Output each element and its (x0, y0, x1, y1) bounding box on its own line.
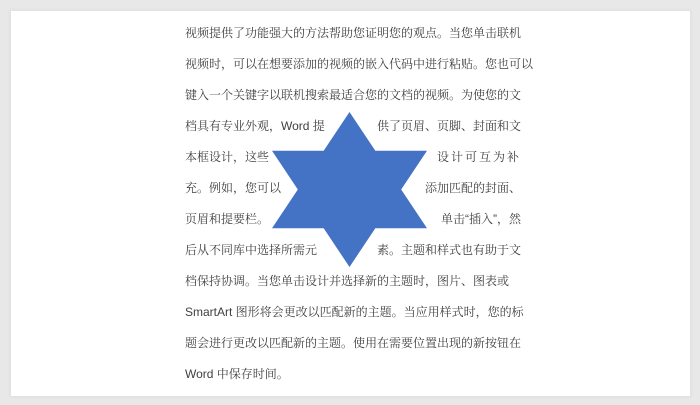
text-segment-right: 单击“插入”，然 (441, 212, 521, 226)
text-line[interactable] (185, 359, 521, 390)
text-segment-left: 页眉和提要栏。 (185, 212, 270, 226)
text-line[interactable] (185, 18, 521, 49)
word-document-page (10, 10, 691, 397)
text-line[interactable] (185, 297, 524, 328)
text-line[interactable] (185, 328, 521, 359)
text-segment: 键入一个关键字以联机搜索最适合您的文档的视频。为使您的文 (185, 88, 522, 102)
text-line[interactable] (185, 266, 521, 297)
text-segment-right: 供了页眉、页脚、封面和文 (376, 119, 521, 133)
text-segment: 视频提供了功能强大的方法帮助您证明您的观点。当您单击联机 (185, 26, 522, 40)
text-line[interactable] (185, 80, 521, 111)
six-point-star-polygon (272, 112, 427, 267)
text-segment-left: 档具有专业外观，Word 提 (185, 119, 325, 133)
text-segment: SmartArt 图形将会更改以匹配新的主题。当应用样式时，您的标 (185, 305, 524, 319)
text-segment: 题会进行更改以匹配新的主题。使用在需要位置出现的新按钮在 (185, 336, 522, 350)
text-segment: Word 中保存时间。 (185, 367, 289, 381)
six-point-star-shape[interactable] (272, 112, 427, 267)
text-line[interactable] (185, 49, 534, 80)
text-segment: 档保持协调。当您单击设计并选择新的主题时，图片、图表或 (185, 274, 510, 288)
text-segment-left: 充。例如，您可以 (185, 181, 282, 195)
text-segment-left: 后从不同库中选择所需元 (185, 243, 318, 257)
text-segment-left: 本框设计，这些 (185, 150, 270, 164)
text-segment: 视频时，可以在想要添加的视频的嵌入代码中进行粘贴。您也可以 (185, 57, 534, 71)
text-segment-right: 设计可互为补 (436, 150, 521, 164)
text-segment-right: 添加匹配的封面、 (424, 181, 521, 195)
text-segment-right: 素。主题和样式也有助于文 (376, 243, 521, 257)
